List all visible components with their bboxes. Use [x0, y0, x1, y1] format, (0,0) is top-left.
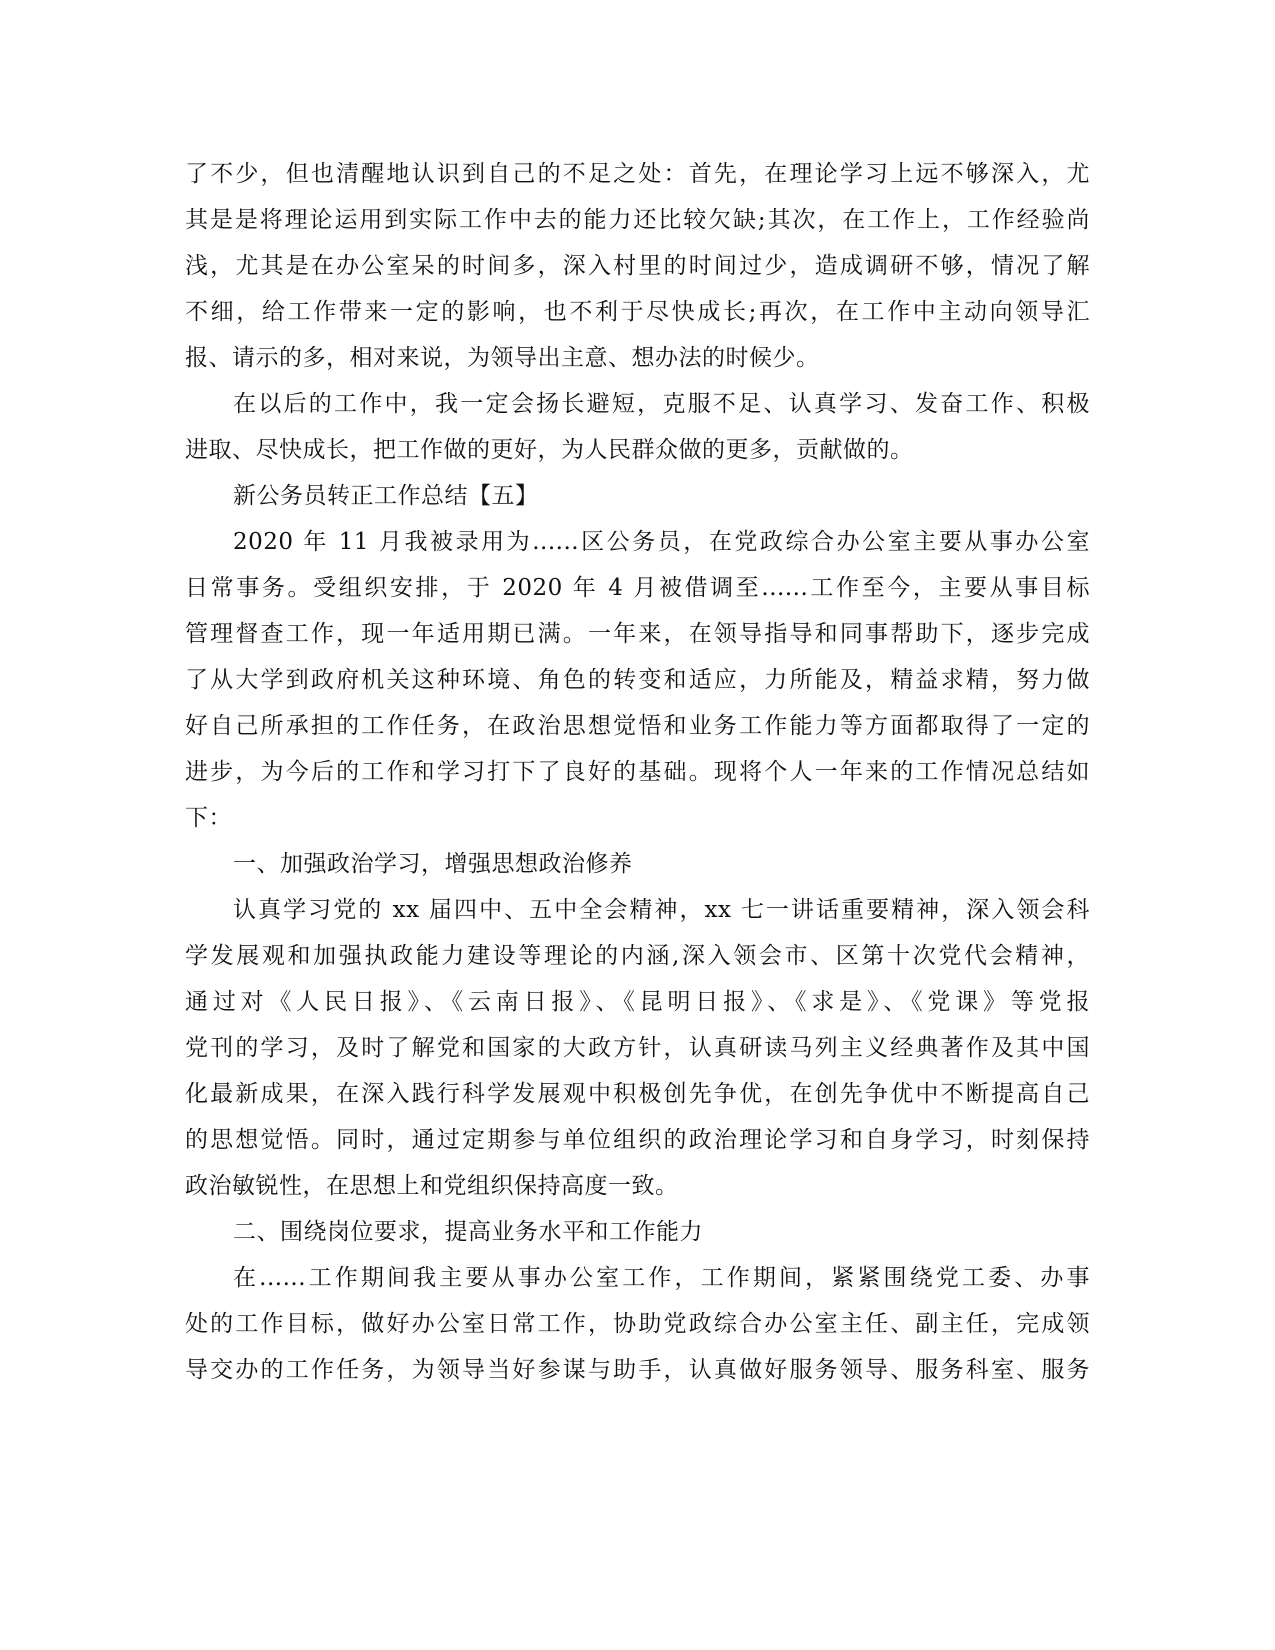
text-line: 2020 年 11 月我被录用为......区公务员，在党政综合办公室主要从事办公室: [233, 529, 1090, 555]
text-line: 报、请示的多，相对来说，为领导出主意、想办法的时候少。: [185, 345, 820, 371]
text-line: 其是是将理论运用到实际工作中去的能力还比较欠缺;其次，在工作上，工作经验尚: [185, 207, 1090, 233]
text-line: 进取、尽快成长，把工作做的更好，为人民群众做的更多，贡献做的。: [185, 437, 914, 463]
text-line: 在以后的工作中，我一定会扬长避短，克服不足、认真学习、发奋工作、积极: [233, 391, 1090, 417]
text-line: 日常事务。受组织安排，于 2020 年 4 月被借调至......工作至今，主要从事目标: [185, 575, 1090, 601]
text-line: 学发展观和加强执政能力建设等理论的内涵,深入领会市、区第十次党代会精神，: [185, 943, 1090, 969]
section-heading: 新公务员转正工作总结【五】: [233, 483, 539, 509]
text-line: 政治敏锐性，在思想上和党组织保持高度一致。: [185, 1173, 679, 1199]
text-line: 通过对《人民日报》、《云南日报》、《昆明日报》、《求是》、《党课》等党报: [185, 989, 1090, 1015]
text-line: 好自己所承担的工作任务，在政治思想觉悟和业务工作能力等方面都取得了一定的: [185, 713, 1090, 739]
text-line: 处的工作目标，做好办公室日常工作，协助党政综合办公室主任、副主任，完成领: [185, 1311, 1090, 1337]
text-line: 进步，为今后的工作和学习打下了良好的基础。现将个人一年来的工作情况总结如: [185, 759, 1090, 785]
text-line: 管理督查工作，现一年适用期已满。一年来，在领导指导和同事帮助下，逐步完成: [185, 621, 1090, 647]
text-line: 了从大学到政府机关这种环境、角色的转变和适应，力所能及，精益求精，努力做: [185, 667, 1090, 693]
section-heading: 一、加强政治学习，增强思想政治修养: [233, 851, 633, 877]
text-line: 导交办的工作任务，为领导当好参谋与助手，认真做好服务领导、服务科室、服务: [185, 1357, 1090, 1383]
text-line: 不细，给工作带来一定的影响，也不利于尽快成长;再次，在工作中主动向领导汇: [185, 299, 1090, 325]
text-line: 了不少，但也清醒地认识到自己的不足之处：首先，在理论学习上远不够深入，尤: [185, 161, 1090, 187]
section-heading: 二、围绕岗位要求，提高业务水平和工作能力: [233, 1219, 703, 1245]
text-line: 下：: [185, 805, 232, 831]
text-line: 浅，尤其是在办公室呆的时间多，深入村里的时间过少，造成调研不够，情况了解: [185, 253, 1090, 279]
text-line: 的思想觉悟。同时，通过定期参与单位组织的政治理论学习和自身学习，时刻保持: [185, 1127, 1090, 1153]
text-line: 认真学习党的 xx 届四中、五中全会精神，xx 七一讲话重要精神，深入领会科: [233, 897, 1090, 923]
text-line: 党刊的学习，及时了解党和国家的大政方针，认真研读马列主义经典著作及其中国: [185, 1035, 1090, 1061]
text-line: 化最新成果，在深入践行科学发展观中积极创先争优，在创先争优中不断提高自己: [185, 1081, 1090, 1107]
text-line: 在......工作期间我主要从事办公室工作，工作期间，紧紧围绕党工委、办事: [233, 1265, 1090, 1291]
